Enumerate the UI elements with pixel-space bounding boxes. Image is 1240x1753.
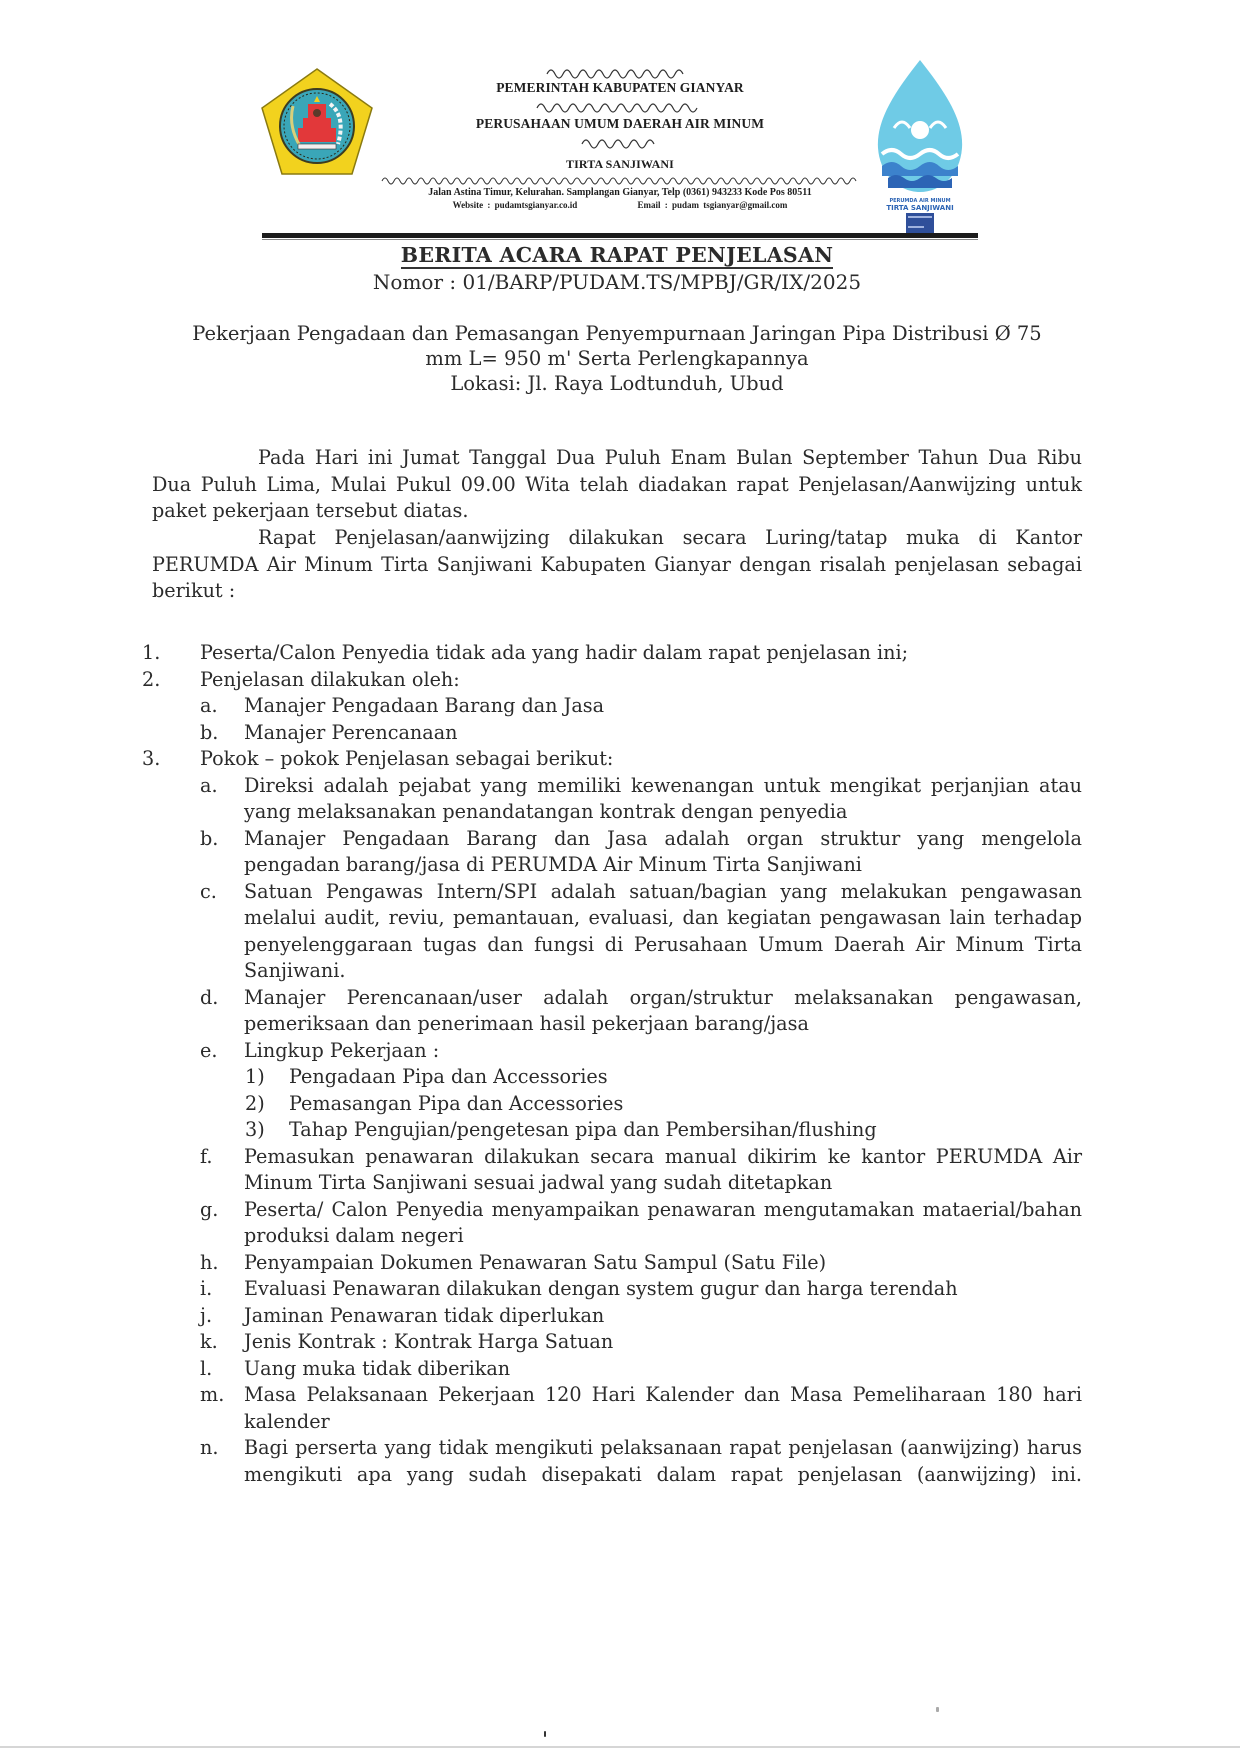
list-marker: a.	[200, 694, 218, 717]
sub-list-item: b. Manajer Perencanaan	[142, 720, 1082, 747]
government-name: PEMERINTAH KABUPATEN GIANYAR	[496, 80, 744, 95]
list-marker: 3)	[245, 1118, 265, 1141]
document-title: BERITA ACARA RAPAT PENJELASAN	[400, 243, 834, 267]
company-name: TIRTA SANJIWANI	[566, 157, 674, 171]
list-marker: j.	[200, 1303, 213, 1327]
right-logo-caption-large: TIRTA SANJIWANI	[886, 204, 954, 212]
company-type: PERUSAHAAN UMUM DAERAH AIR MINUM	[475, 116, 765, 131]
list-marker: b.	[200, 720, 219, 744]
sub-list-item: b. Manajer Pengadaan Barang dan Jasa adalah organ struktur yang mengelola pengadan barang/jasa di PERUMDA Air Minum Tirta Sanjiwani	[200, 826, 1082, 876]
list-marker: m.	[200, 1383, 225, 1406]
list-marker: 3.	[142, 747, 161, 770]
letterhead-divider-thin	[262, 239, 978, 240]
sub-list-item: h. Penyampaian Dokumen Penawaran Satu Sampul (Satu File)	[142, 1250, 1082, 1277]
list-marker: a.	[200, 773, 218, 797]
sub-list-item: e. Lingkup Pekerjaan :	[142, 1038, 1082, 1065]
list-marker: 1)	[245, 1065, 265, 1088]
list-marker: 1.	[142, 641, 161, 664]
list-marker: k.	[200, 1330, 218, 1353]
list-marker: e.	[200, 1038, 218, 1062]
list-marker: h.	[200, 1250, 219, 1274]
scope-item: 3) Tahap Pengujian/pengetesan pipa dan Pembersihan/flushing	[142, 1117, 1082, 1144]
list-marker: 2)	[245, 1091, 265, 1115]
list-marker: g.	[200, 1197, 219, 1221]
scan-speck	[936, 1707, 939, 1712]
balinese-script-line	[330, 96, 910, 116]
company-address: Jalan Astina Timur, Kelurahan. Samplangan Gianyar, Telp (0361) 943233 Kode Pos 80511	[428, 187, 812, 198]
list-marker: i.	[200, 1277, 213, 1300]
list-marker: n.	[200, 1436, 219, 1459]
subject-line-1: Pekerjaan Pengadaan dan Pemasangan Penyempurnaan Jaringan Pipa Distribusi Ø 75	[192, 322, 1042, 345]
opening-paragraph: Pada Hari ini Jumat Tanggal Dua Puluh Enam Bulan September Tahun Dua Ribu Dua Puluh Lima, Mulai Pukul 09.00 Wita telah diadakan rapat Penjelasan/Aanwijzing untuk paket pekerjaan tersebut diatas.	[152, 446, 1082, 522]
sub-list-item: a. Direksi adalah pejabat yang memiliki kewenangan untuk mengikat perjanjian atau yang melaksanakan penandatangan kontrak dengan penyedia	[200, 773, 1082, 823]
scope-item: 1) Pengadaan Pipa dan Accessories	[142, 1064, 1082, 1091]
scope-item: 2) Pemasangan Pipa dan Accessories	[142, 1091, 1082, 1118]
subject-line-2: mm L= 950 m' Serta Perlengkapannya	[425, 347, 809, 370]
letterhead-divider	[262, 233, 978, 238]
sub-list-item: k. Jenis Kontrak : Kontrak Harga Satuan	[142, 1329, 1082, 1356]
list-marker: c.	[200, 879, 217, 903]
document-number: Nomor : 01/BARP/PUDAM.TS/MPBJ/GR/IX/2025	[372, 270, 862, 294]
project-location: Lokasi: Jl. Raya Lodtunduh, Ubud	[450, 372, 784, 395]
list-item: 2. Penjelasan dilakukan oleh:	[142, 667, 1082, 694]
sub-list-item: n. Bagi perserta yang tidak mengikuti pelaksanaan rapat penjelasan (aanwijzing) harus mengikuti apa yang sudah disepakati dalam rapat penjelasan (aanwijzing) ini.	[200, 1436, 1082, 1486]
sub-list-item: d. Manajer Perencanaan/user adalah organ/struktur melaksanakan pengawasan, pemeriksaan dan penerimaan hasil pekerjaan barang/jasa	[200, 985, 1082, 1035]
minutes-list	[142, 640, 1082, 1488]
right-logo-caption-small: PERUMDA AIR MINUM	[889, 198, 951, 204]
list-marker: b.	[200, 826, 219, 850]
letterhead-text	[330, 64, 910, 211]
sub-list-item: m. Masa Pelaksanaan Pekerjaan 120 Hari Kalender dan Masa Pemeliharaan 180 hari kalender	[200, 1383, 1082, 1433]
sub-list-item: i. Evaluasi Penawaran dilakukan dengan system gugur dan harga terendah	[142, 1276, 1082, 1303]
list-marker: d.	[200, 985, 219, 1009]
company-website: Website : pudamtsgianyar.co.id	[452, 200, 578, 210]
scan-edge	[0, 1746, 1240, 1748]
balinese-script-line	[330, 132, 910, 152]
list-marker: 2.	[142, 667, 161, 691]
company-email: Email : pudam tsgianyar@gmail.com	[637, 200, 788, 210]
balinese-script-line	[330, 64, 910, 80]
scan-speck	[544, 1731, 546, 1737]
sub-list-item: c. Satuan Pengawas Intern/SPI adalah satuan/bagian yang melakukan pengawasan melalui audit, reviu, pemantauan, evaluasi, dan kegiatan pengawasan lain terhadap penyelenggaraan tugas dan fungsi di Perusahaan Umum Daerah Air Minum Tirta Sanjiwani.	[200, 879, 1082, 982]
list-marker: l.	[200, 1356, 213, 1380]
list-marker: f.	[200, 1144, 213, 1168]
project-subject	[152, 321, 1082, 396]
balinese-script-address	[270, 172, 970, 186]
sub-list-item: g. Peserta/ Calon Penyedia menyampaikan penawaran mengutamakan mataerial/bahan produksi dalam negeri	[200, 1197, 1082, 1247]
sub-list-item: j. Jaminan Penawaran tidak diperlukan	[142, 1303, 1082, 1330]
sub-list-item: f. Pemasukan penawaran dilakukan secara manual dikirim ke kantor PERUMDA Air Minum Tirta Sanjiwani sesuai jadwal yang sudah ditetapkan	[200, 1144, 1082, 1194]
meeting-paragraph: Rapat Penjelasan/aanwijzing dilakukan secara Luring/tatap muka di Kantor PERUMDA Air Minum Tirta Sanjiwani Kabupaten Gianyar dengan risalah penjelasan sebagai berikut :	[152, 526, 1082, 602]
list-item: 3. Pokok – pokok Penjelasan sebagai berikut:	[142, 746, 1082, 773]
sub-list-item: l. Uang muka tidak diberikan	[142, 1356, 1082, 1383]
tirta-sanjiwani-logo	[868, 58, 972, 234]
sub-list-item: a. Manajer Pengadaan Barang dan Jasa	[142, 693, 1082, 720]
list-item: 1. Peserta/Calon Penyedia tidak ada yang hadir dalam rapat penjelasan ini;	[142, 640, 1082, 667]
